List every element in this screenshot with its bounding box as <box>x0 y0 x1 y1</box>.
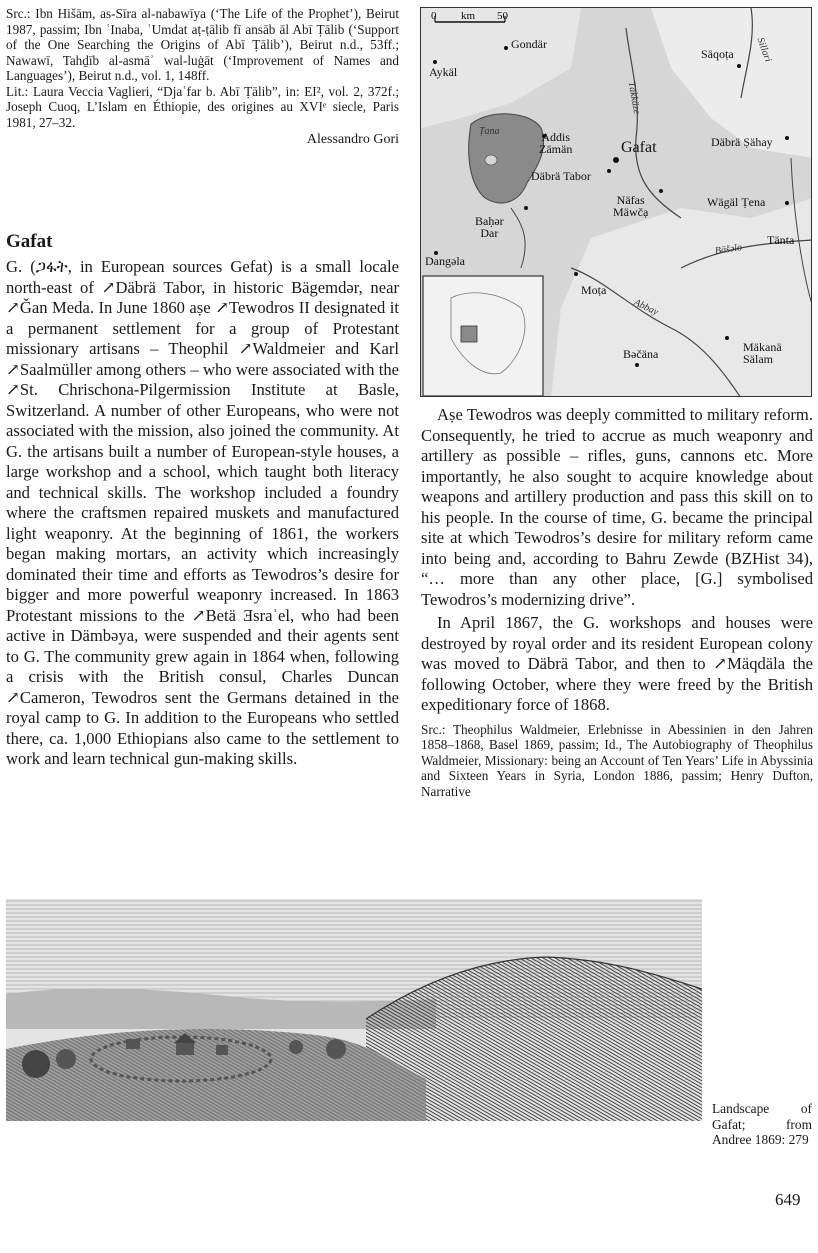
literature-paragraph: Lit.: Laura Veccia Vaglieri, “Djaʿfar b. Abī Ṭālib”, in: EI², vol. 2, 372f.; Joseph Cuoq, L’Islam en Éthiopie, des origines au XVIᵉ siecle, Paris 1981, 27–32. <box>6 83 399 130</box>
river-takkaze: Täkkäze <box>625 80 643 116</box>
place-bahar-dar-line2: Dar <box>480 226 499 240</box>
place-bachana: Bəčäna <box>623 347 659 361</box>
place-makana-salam-line2: Sälam <box>743 352 773 366</box>
place-addis-zaman-line2: Zämän <box>539 142 573 156</box>
page-number: 649 <box>775 1190 801 1209</box>
engraving-illustration <box>6 899 702 1121</box>
scale-unit: km <box>461 10 476 22</box>
lake-tana: Ṭana <box>479 126 500 137</box>
place-mota: Moṭa <box>581 283 607 297</box>
place-addis-zaman <box>539 131 572 155</box>
place-bahar-dar <box>475 215 504 239</box>
place-wagal-tena: Wägäl Ṭena <box>707 195 766 209</box>
place-makana-salam <box>743 341 782 365</box>
place-dabra-tabor: Däbrä Tabor <box>531 169 591 183</box>
place-tanta: Tänta <box>767 233 795 247</box>
entry-heading: Gafat <box>6 231 53 252</box>
scale-fifty: 50 <box>497 10 508 22</box>
place-addis-zaman-line1: Addis <box>541 130 570 144</box>
place-nafas-mawcha-line1: Näfas <box>616 193 645 207</box>
river-abbay: Abbay <box>632 297 660 318</box>
previous-entry-references <box>6 6 399 148</box>
landscape-engraving <box>6 899 702 1121</box>
scale-zero: 0 <box>431 10 437 22</box>
body-paragraph-destruction: In April 1867, the G. workshops and houses were destroyed by royal order and its resident European colony was moved to Däbrä Tabor, and then to ↗Mäqdäla the following October, where they were freed by the British expeditionary force of 1868. <box>421 613 813 714</box>
place-dangala: Dangəla <box>425 254 465 268</box>
region-map <box>420 7 812 397</box>
place-aykal: Aykäl <box>429 65 458 79</box>
river-sillari: Sillari <box>754 36 774 64</box>
place-makana-salam-line1: Mäkanä <box>743 340 782 354</box>
body-paragraph: G. (ጋፋት, in European sources Gefat) is a small locale north-east of ↗Däbrä Tabor, in historic Bägemdər, near ↗Ǧan Meda. In June 1860 aṣe ↗Tewodros II designated it a permanent settlement for a group of Protestant missionary artisans – Theophil ↗Waldmeier and Karl ↗Saalmüller among others – who were associated with the ↗St. Chrischona-Pilgermission Institute at Basle, Switzerland. A number of other Europeans, who were not associated with the mission, also joined the community. At G. the artisans built a number of European-style houses, a large workshop and a school, which taught both literacy and technical skills. The workshop included a foundry where the craftsmen repaired muskets and manufactured light weaponry. At the beginning of 1861, the workers began making mortars, an activity which increasingly dominated their time and efforts as Tewodros’s desire for bigger and more powerful weaponry increased. In 1863 Protestant missions to the ↗Betä Ǝsraʾel, who had been active in Dämbəya, were suspended and their agents sent to G. The community grew again in 1864 when, following a crisis with the British consul, Charles Duncan ↗Cameron, Tewodros sent the Germans detained in the royal camp to G. In addition to the Europeans who settled there, ca. 1,000 Ethiopians also came to the settlement to work and learn technical gun-making skills. <box>6 257 399 768</box>
place-gafat: Gafat <box>621 139 657 156</box>
entry-body-left <box>6 257 399 770</box>
body-paragraph-military: Aṣe Tewodros was deeply committed to military reform. Consequently, he tried to accrue as much weaponry and artillery as possible – rifles, guns, cannons etc. More importantly, he also sought to acquire knowledge about weapons and artillery production and pass this skill on to his people. In the course of time, G. became the principal site at which Tewodros’s desire for military reform came into being and, according to Bahru Zewde (BZHist 34), “… more than any other place, [G.] symbolised Tewodros’s modernizing drive”. <box>421 405 813 609</box>
sources-paragraph: Src.: Ibn Hišām, as-Sīra al-nabawīya (‘The Life of the Prophet’), Beirut 1987, passim; Ibn ʿInaba, ʿUmdat aṭ-ṭālib fī ansāb āl Abī Ṭālib (‘Support of the One Searching the Origins of Abī Ṭālib’), Beirut n.d., 53ff.; Nawawī, Tahḏīb al-asmāʾ wal-luġāt (‘Improvement of Names and Languages’), Beirut n.d., vol. 1, 148ff. <box>6 6 399 83</box>
place-nafas-mawcha-line2: Mäwčạ <box>613 205 649 219</box>
author-signature: Alessandro Gori <box>306 132 399 147</box>
sources-paragraph-gafat: Src.: Theophilus Waldmeier, Erlebnisse in Abessinien in den Jahren 1858–1868, Basel 1869, passim; Id., The Autobiography of Theophilus Waldmeier, Missionary: being an Account of Ten Years’ Life in Abyssinia and Sixteen Years in Syria, London 1886, passim; Henry Dufton, Narrative <box>421 721 813 799</box>
place-dabra-sahay: Däbrä Ṣähay <box>711 135 773 149</box>
place-gondar: Gondär <box>511 37 547 51</box>
place-saqota: Säqoṭa <box>701 47 734 61</box>
river-basalo: Bäšəlo <box>714 242 743 257</box>
figure-caption: Landscape of Gafat; from Andree 1869: 279 <box>712 1101 812 1147</box>
entry-body-right <box>421 405 813 799</box>
place-bahar-dar-line1: Baḥər <box>475 214 504 228</box>
place-nafas-mawcha <box>613 194 648 218</box>
